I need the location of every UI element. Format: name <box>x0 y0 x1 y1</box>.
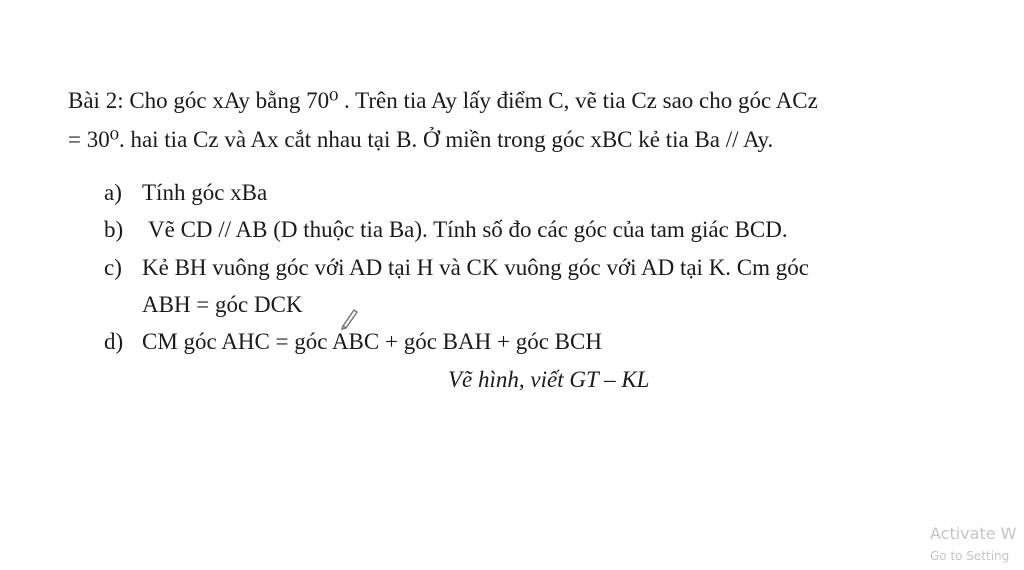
settings-watermark: Go to Setting <box>930 549 1010 563</box>
activate-windows-watermark: Activate W <box>930 524 1017 543</box>
item-a-text: Tính góc xBa <box>142 180 268 205</box>
item-c-label: c) <box>104 255 122 280</box>
item-a-label: a) <box>104 180 122 205</box>
problem-line-2: = 30⁰. hai tia Cz và Ax cắt nhau tại B. Ở miền trong góc xBC kẻ tia Ba // Ay. <box>68 127 774 152</box>
item-c-text-continued: ABH = góc DCK <box>142 292 303 317</box>
item-c-text: Kẻ BH vuông góc với AD tại H và CK vuông góc với AD tại K. Cm góc <box>142 255 809 280</box>
item-b-label: b) <box>104 217 124 242</box>
item-d-label: d) <box>104 329 124 354</box>
pen-cursor-icon <box>340 306 360 330</box>
problem-line-1: Bài 2: Cho góc xAy bằng 70⁰ . Trên tia Ay lấy điểm C, vẽ tia Cz sao cho góc ACz <box>68 88 818 113</box>
instruction-footer: Vẽ hình, viết GT – KL <box>448 367 650 392</box>
item-d-text: CM góc AHC = góc ABC + góc BAH + góc BCH <box>142 329 602 354</box>
item-b-text: Vẽ CD // AB (D thuộc tia Ba). Tính số đo các góc của tam giác BCD. <box>148 217 788 242</box>
